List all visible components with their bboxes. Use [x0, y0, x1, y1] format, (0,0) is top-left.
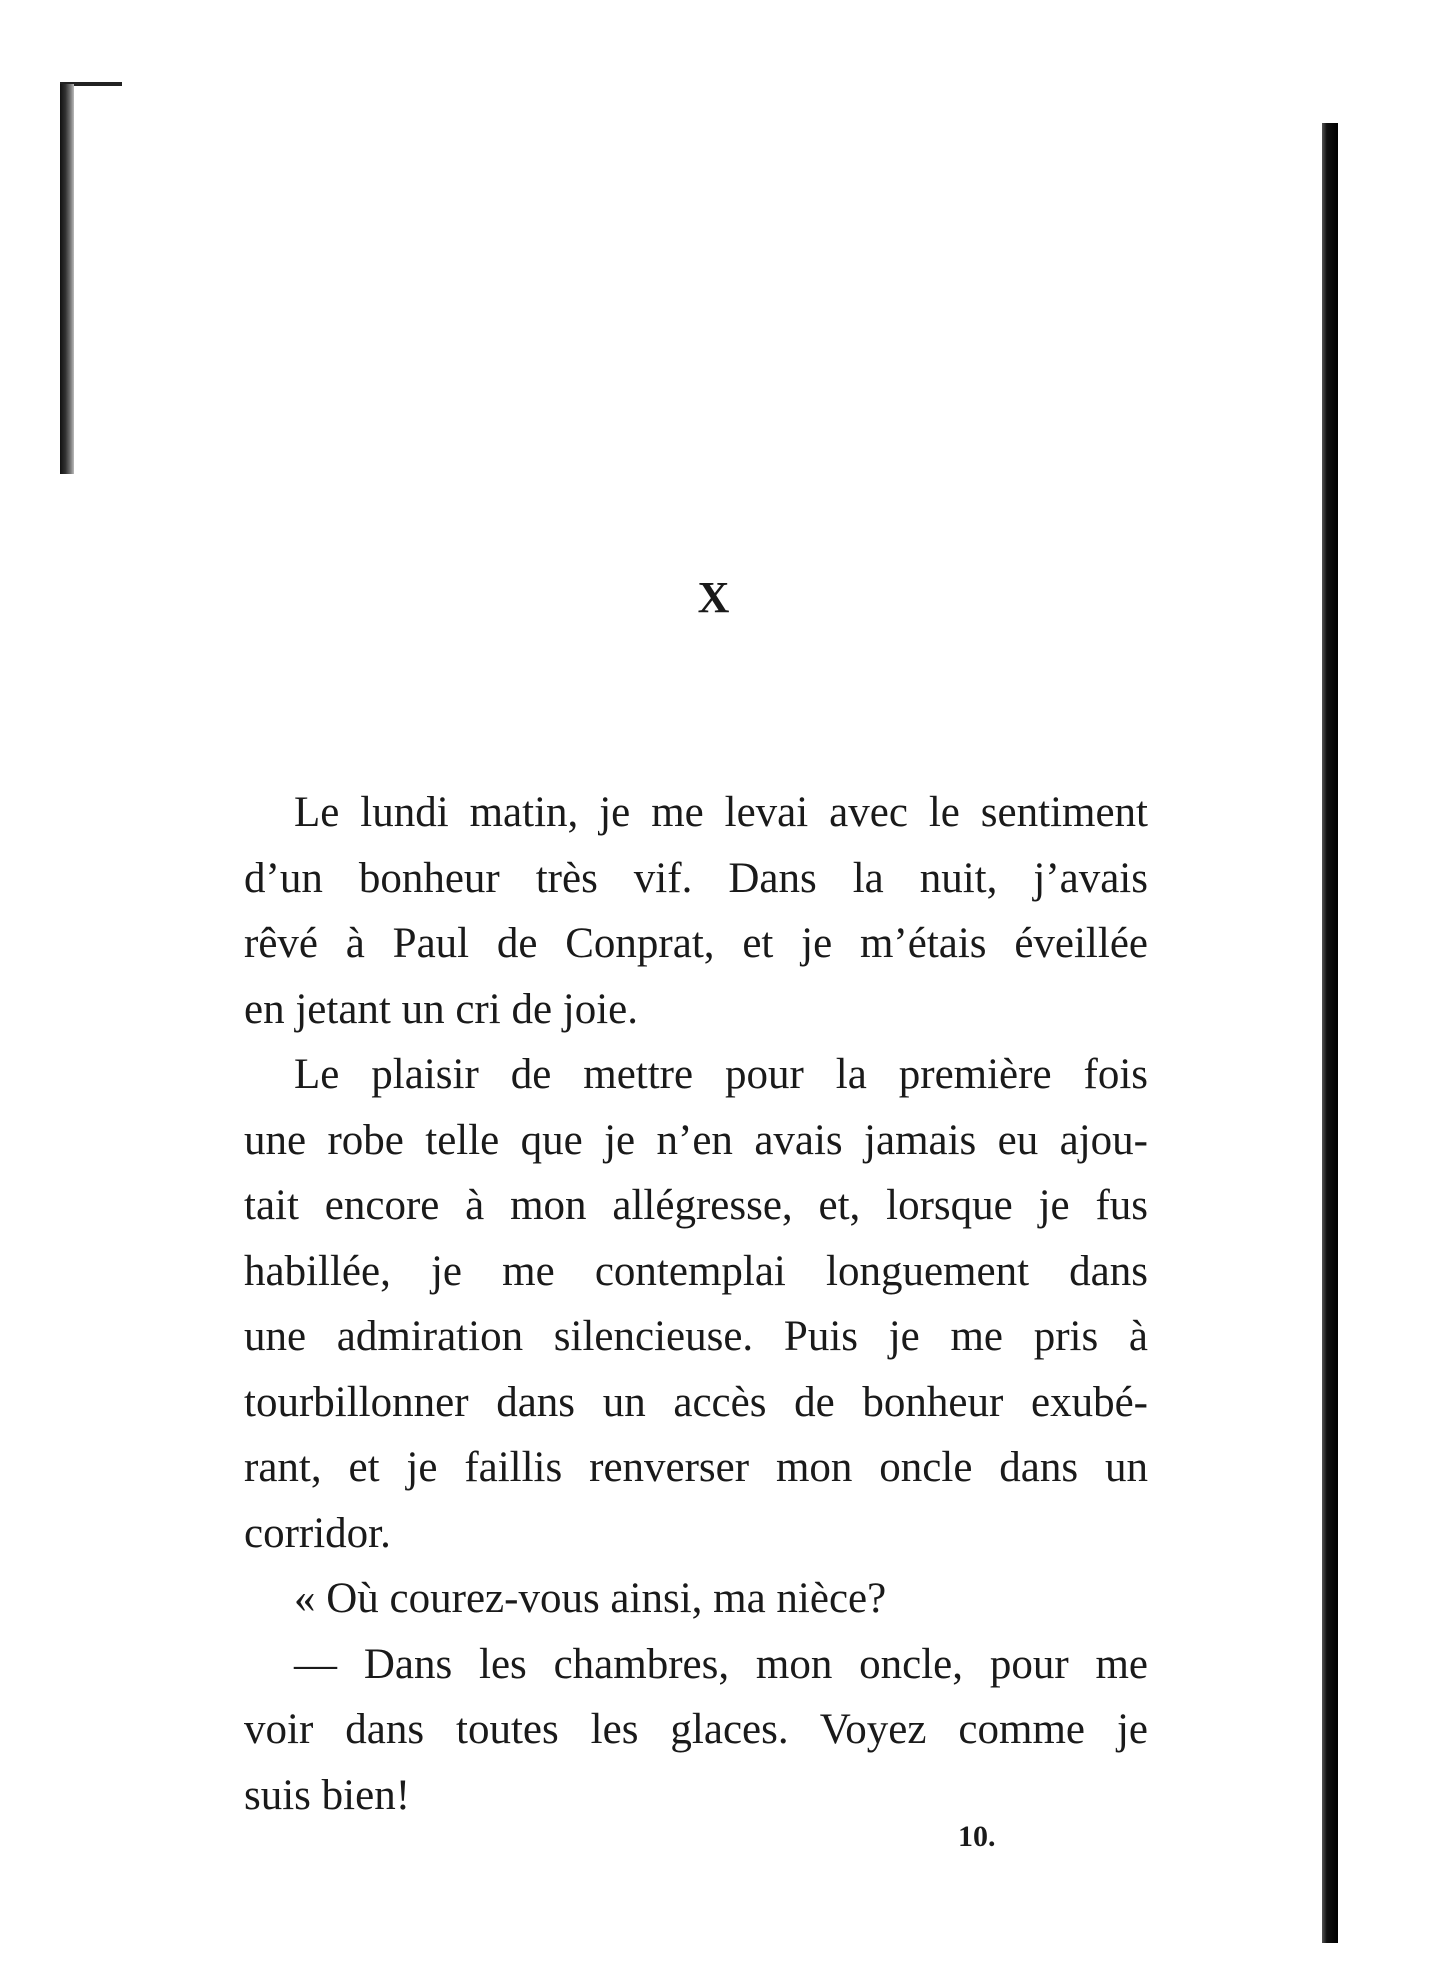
- text-line: rêvé à Paul de Conprat, et je m’étais éveillée: [244, 920, 1148, 967]
- text-line: Le lundi matin, je me levai avec le sentiment: [294, 789, 1148, 836]
- text-line: habillée, je me contemplai longuement dans: [244, 1247, 1148, 1295]
- body-text: [244, 780, 1148, 1828]
- text-line: — Dans les chambres, mon oncle, pour me: [294, 1640, 1148, 1688]
- text-line: une robe telle que je n’en avais jamais eu ajou-: [244, 1116, 1148, 1164]
- folio-signature: 10.: [958, 1820, 996, 1853]
- scan-edge-right: [1322, 123, 1338, 1943]
- chapter-heading: X: [697, 573, 732, 622]
- text-line: corridor.: [244, 1509, 391, 1557]
- text-line: tait encore à mon allégresse, et, lorsque je fus: [244, 1182, 1148, 1229]
- text-line: une admiration silencieuse. Puis je me pris à: [244, 1313, 1148, 1360]
- text-line: « Où courez-vous ainsi, ma nièce?: [294, 1575, 887, 1622]
- text-line: voir dans toutes les glaces. Voyez comme je: [244, 1706, 1148, 1753]
- text-line: en jetant un cri de joie.: [244, 985, 639, 1033]
- text-line: tourbillonner dans un accès de bonheur exubé-: [244, 1378, 1148, 1426]
- text-line: d’un bonheur très vif. Dans la nuit, j’avais: [244, 854, 1148, 902]
- scan-edge-left: [60, 84, 74, 474]
- text-line: Le plaisir de mettre pour la première fois: [294, 1051, 1148, 1098]
- text-line: suis bien!: [244, 1771, 411, 1819]
- text-line: rant, et je faillis renverser mon oncle dans un: [244, 1444, 1148, 1491]
